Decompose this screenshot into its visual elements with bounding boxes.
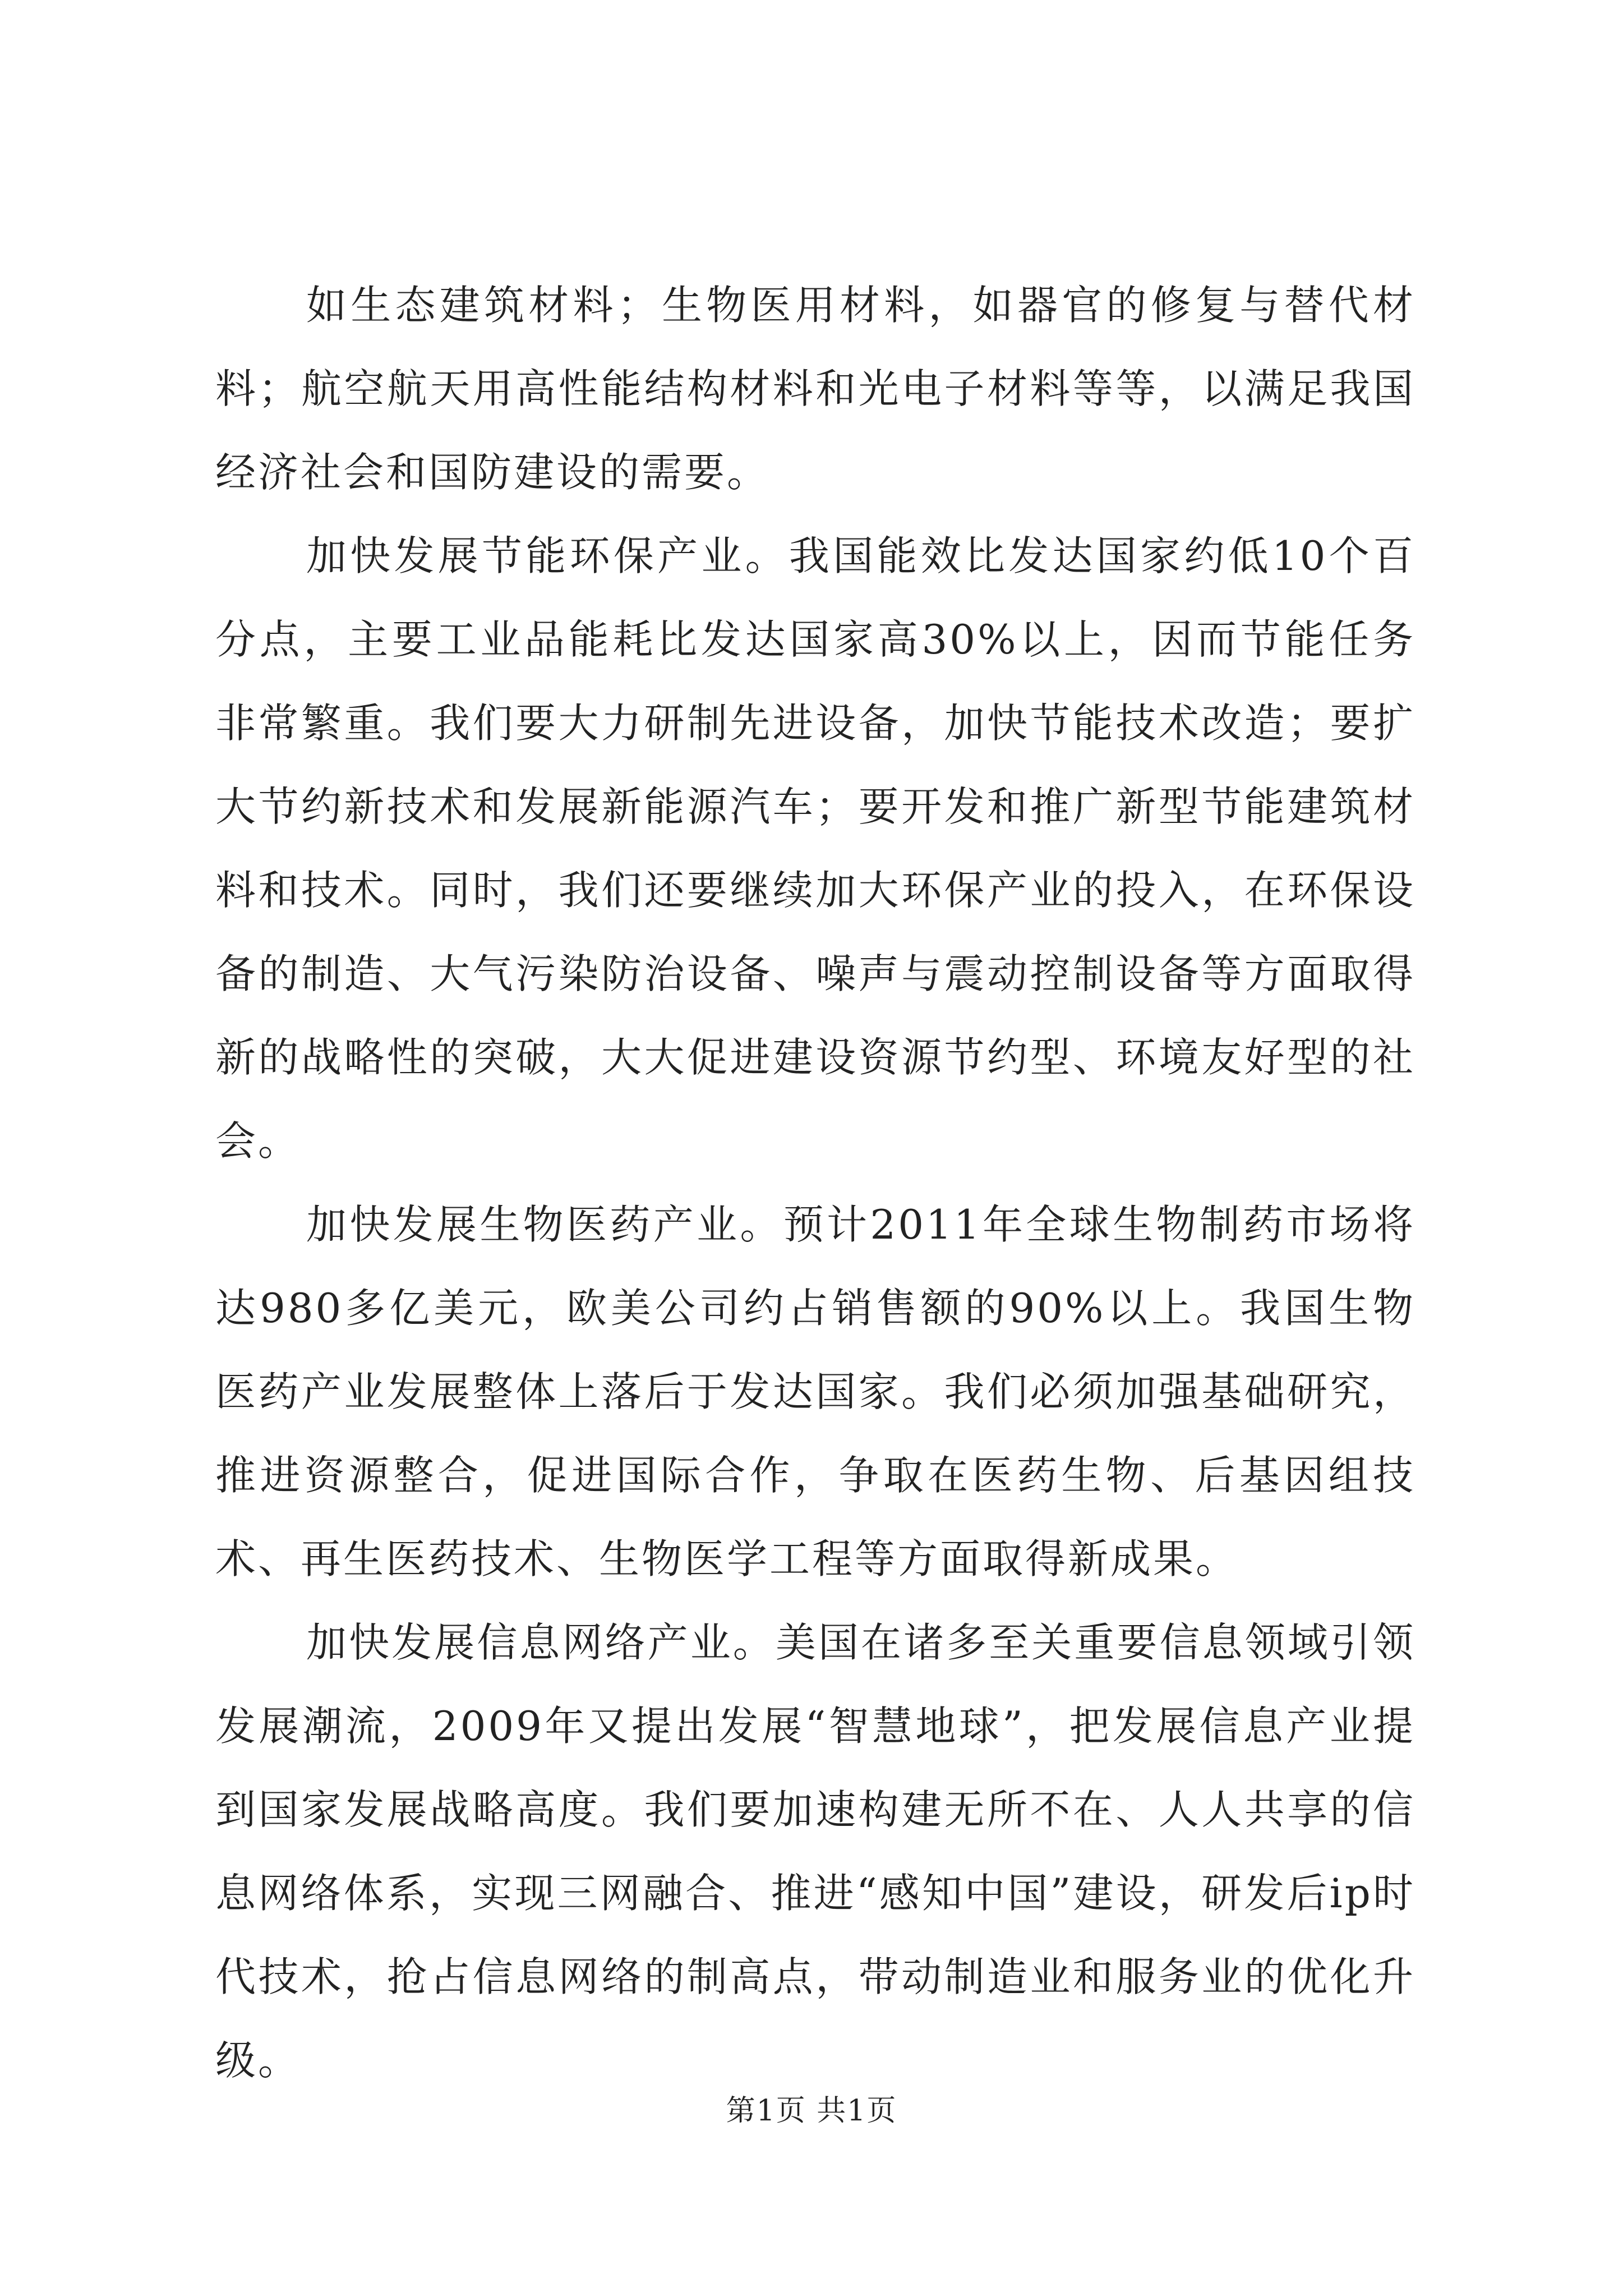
document-body — [215, 264, 1415, 2102]
paragraph-biomedicine: 加快发展生物医药产业。预计2011年全球生物制药市场将达980多亿美元，欧美公司约占销售额的90%以上。我国生物医药产业发展整体上落后于发达国家。我们必须加强基础研究，推进资源整合，促进国际合作，争取在医药生物、后基因组技术、再生医药技术、生物医学工程等方面取得新成果。 — [215, 1201, 1415, 1582]
page-number-footer: 第1页 共1页 — [726, 2094, 897, 2128]
paragraph-information-network: 加快发展信息网络产业。美国在诸多至关重要信息领域引领发展潮流，2009年又提出发展“智慧地球”，把发展信息产业提到国家发展战略高度。我们要加速构建无所不在、人人共享的信息网络体系，实现三网融合、推进“感知中国”建设，研发后ip时代技术，抢占信息网络的制高点，带动制造业和服务业的优化升级。 — [215, 1619, 1415, 2084]
paragraph-energy-saving: 加快发展节能环保产业。我国能效比发达国家约低10个百分点，主要工业品能耗比发达国家高30%以上，因而节能任务非常繁重。我们要大力研制先进设备，加快节能技术改造；要扩大节约新技术和发展新能源汽车；要开发和推广新型节能建筑材料和技术。同时，我们还要继续加大环保产业的投入，在环保设备的制造、大气污染防治设备、噪声与震动控制设备等方面取得新的战略性的突破，大大促进建设资源节约型、环境友好型的社会。 — [215, 532, 1415, 1165]
paragraph-materials: 如生态建筑材料；生物医用材料，如器官的修复与替代材料；航空航天用高性能结构材料和光电子材料等等，以满足我国经济社会和国防建设的需要。 — [215, 282, 1415, 496]
